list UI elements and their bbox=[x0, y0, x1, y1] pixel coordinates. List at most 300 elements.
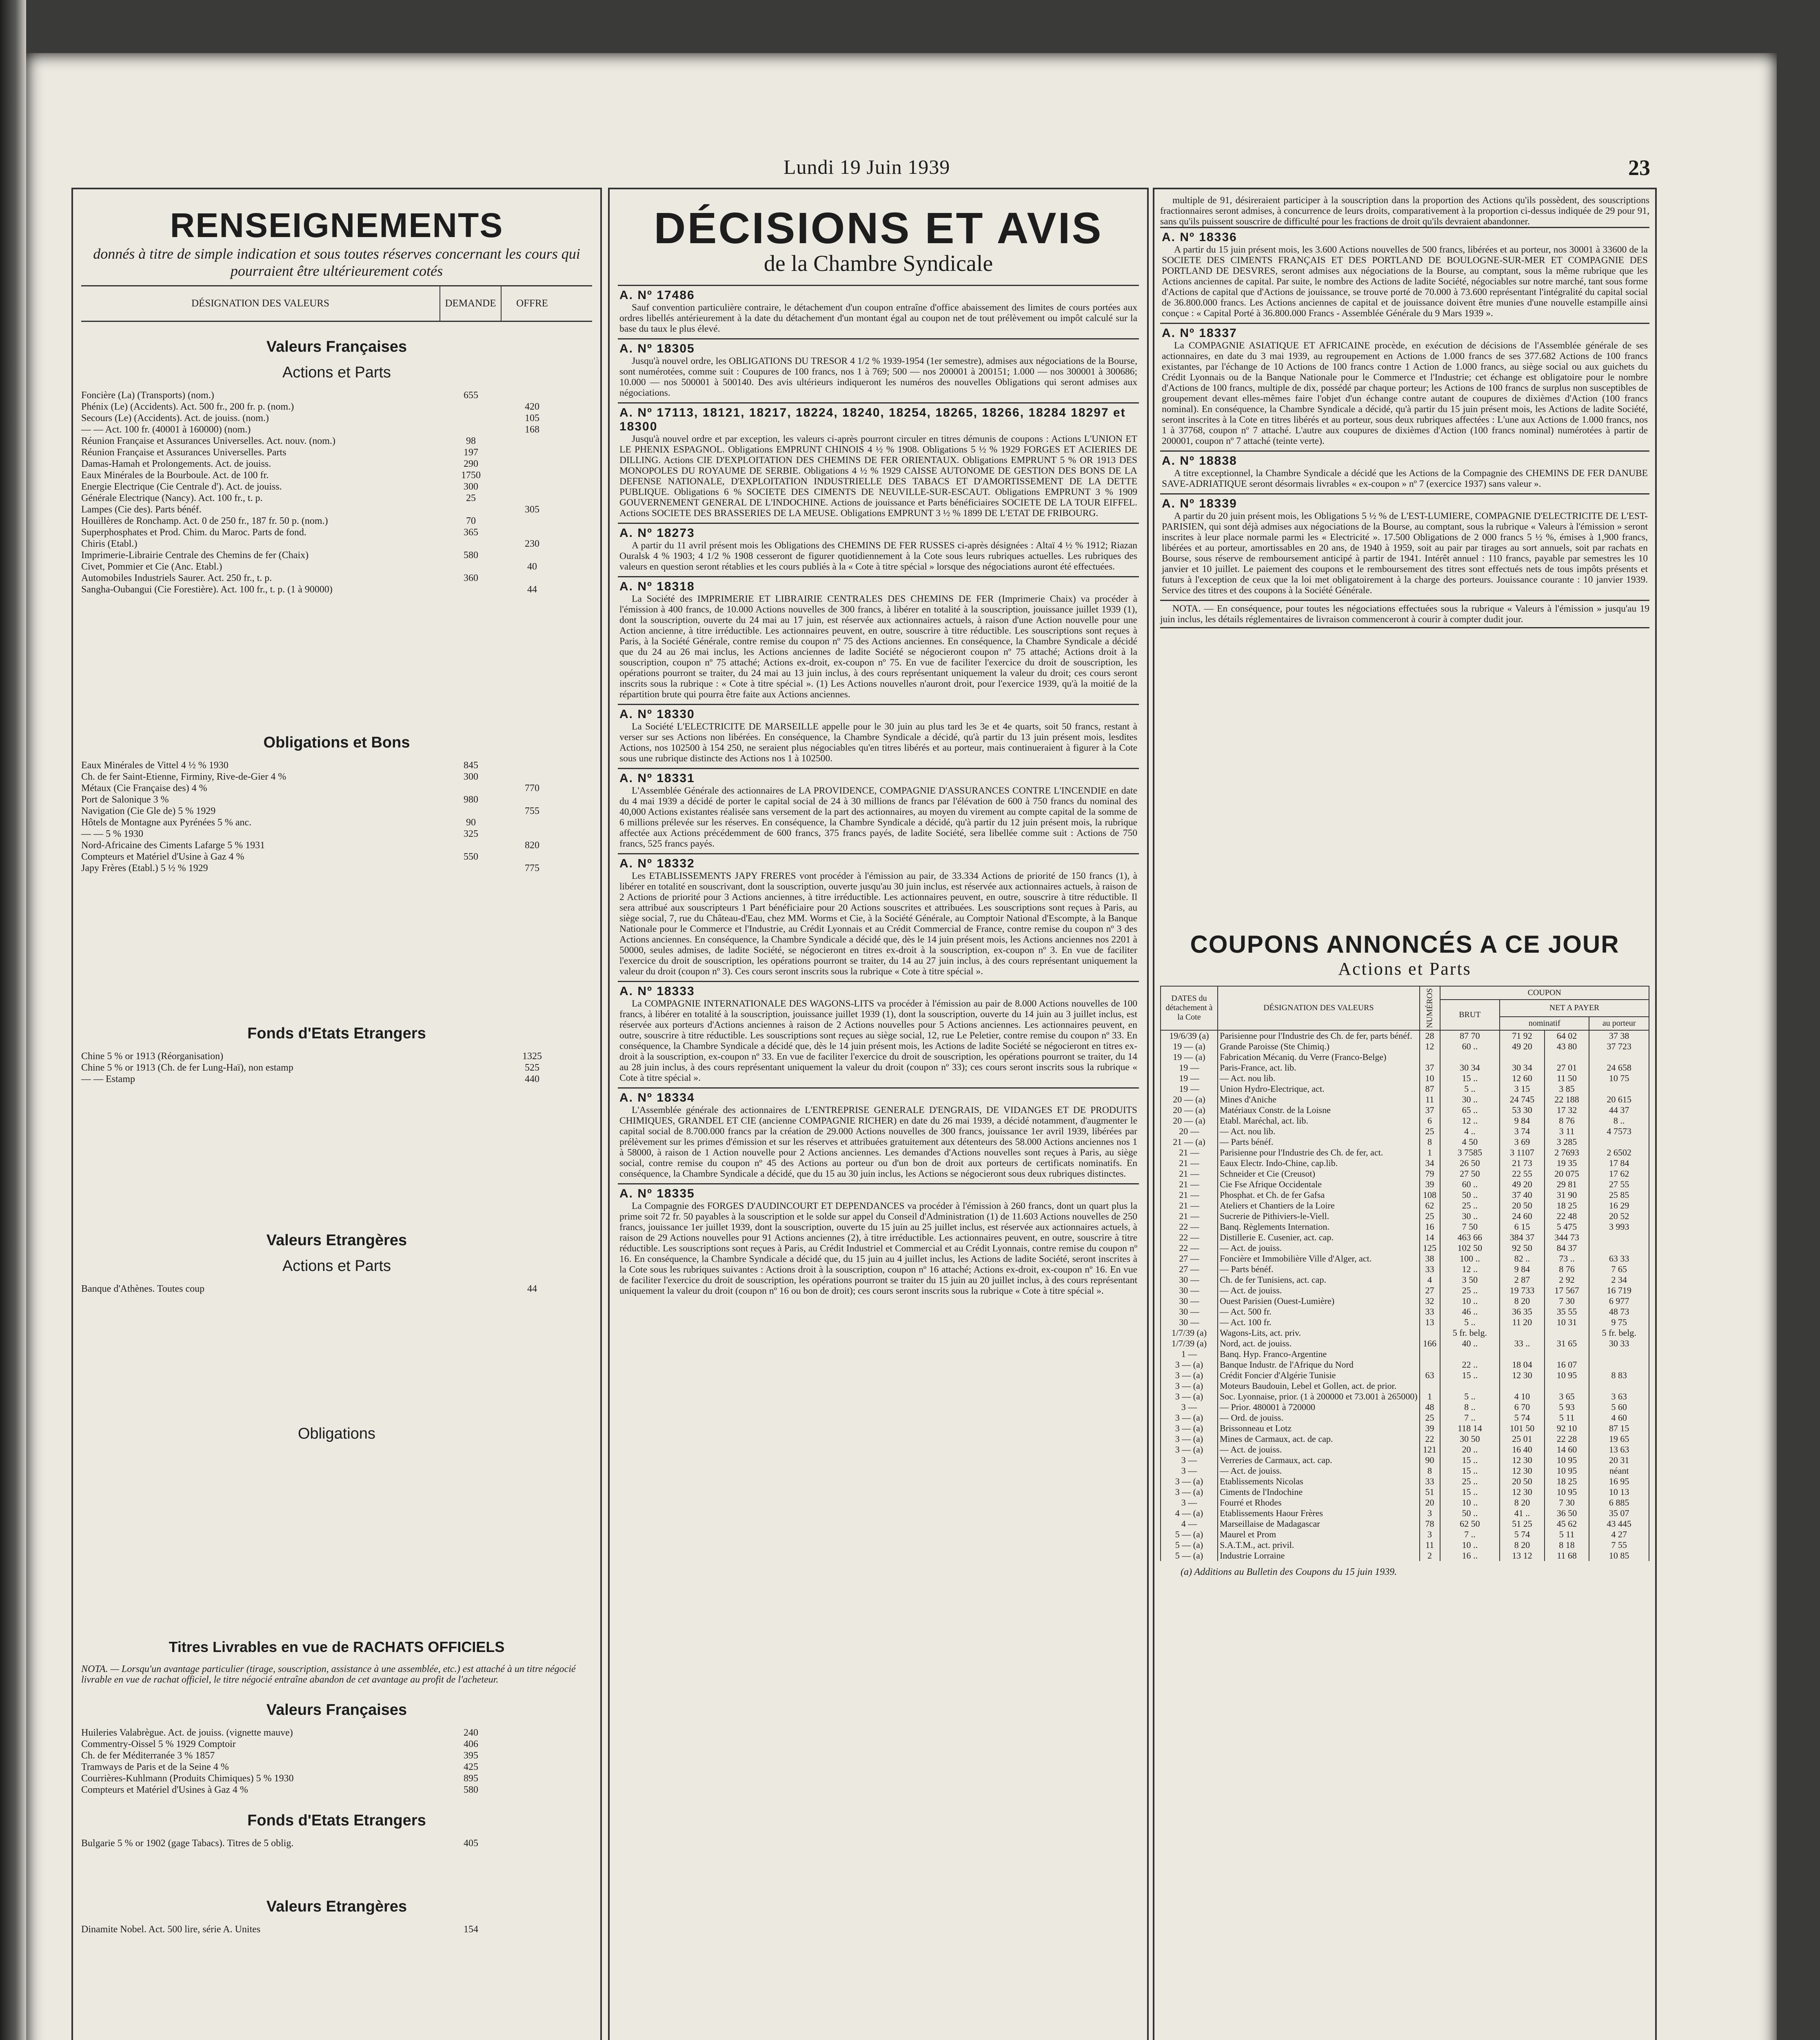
avis-text: Les ETABLISSEMENTS JAPY FRERES vont procéder à l'émission au pair, de 33.334 Actions de priorité de 150 francs (1), à libérer en totalité en souscrivant, dont la souscription, ouverte jusqu'au 30 juin inclus, est réservée aux actionnaires actuels, à raison de 2 Actions de priorité pour 3 Actions anciennes, à titre irréductible. Les actionnaires peuvent, en outre, souscrire à titre réductible. Il sera attribué aux souscripteurs 1 Part bénéficiaire pour 20 Actions souscrites et attribuées. Les souscriptions sont reçues à Paris, au siège social, 7, rue du Château-d'Eau, chez MM. Worms et Cie, à la Société Générale, au Comptoir National d'Escompte, à la Banque Nationale pour le Commerce et l'Industrie, au Crédit Lyonnais et au Crédit Commercial de France, contre remise du coupon nº 3 des Actions anciennes. En conséquence, la Chambre Syndicale a décidé que, dès le 14 juin présent mois, les Actions anciennes nos 2201 à 50000, seules admises, de ladite Société, se négocieront en titres ex-droit à la souscription, ex-coupon nº 3. En vue de faciliter l'exercice du droit de souscription, les opérations pourront se traiter, du 14 au 27 juin inclus, à des cours représentant uniquement la valeur du droit (coupon nº 3). Ces cours seront inscrits sous la rubrique « Cote à titre spécial ». bbox=[619, 871, 1137, 977]
cell-demande bbox=[440, 504, 502, 515]
cell-brut: 30 .. bbox=[1440, 1211, 1500, 1222]
cell-nominatif-2 bbox=[1545, 1328, 1589, 1338]
cell-porteur: 27 55 bbox=[1589, 1179, 1649, 1190]
avis-block bbox=[618, 981, 1139, 1087]
cell-nominatif-1: 36 35 bbox=[1500, 1306, 1545, 1317]
cell-porteur: 37 723 bbox=[1589, 1041, 1649, 1052]
cell-nominatif-1: 24 745 bbox=[1500, 1094, 1545, 1105]
cell-nominatif-2: 10 95 bbox=[1545, 1466, 1589, 1476]
cell-designation: Etablissements Haour Frères bbox=[1218, 1508, 1420, 1519]
cell-brut: 118 14 bbox=[1440, 1423, 1500, 1434]
avis-number: A. Nº 18330 bbox=[619, 707, 695, 721]
cell-designation: Japy Frères (Etabl.) 5 ½ % 1929 bbox=[81, 863, 208, 874]
th-porteur: au porteur bbox=[1589, 1017, 1649, 1030]
cell-designation: Banq. Règlements Internation. bbox=[1218, 1222, 1420, 1232]
cell-porteur: 4 60 bbox=[1589, 1412, 1649, 1423]
rows-s4 bbox=[81, 1283, 592, 1295]
avis-number: A. Nº 18336 bbox=[1162, 231, 1237, 244]
cell-designation: Hôtels de Montagne aux Pyrénées 5 % anc. bbox=[81, 817, 252, 828]
table-row bbox=[81, 1283, 592, 1295]
cell-numero: 6 bbox=[1420, 1115, 1440, 1126]
cell-designation: Sucrerie de Pithiviers-le-Viell. bbox=[1218, 1211, 1420, 1222]
cell-date: 30 — bbox=[1161, 1317, 1218, 1328]
cell-demande: 197 bbox=[464, 447, 478, 458]
coupon-row bbox=[1161, 1497, 1649, 1508]
coupon-row bbox=[1161, 1519, 1649, 1529]
cell-offre bbox=[502, 760, 563, 771]
cell-date: 3 — bbox=[1161, 1455, 1218, 1466]
cell-numero: 11 bbox=[1420, 1094, 1440, 1105]
nota-block bbox=[1160, 600, 1649, 628]
avis-text: La COMPAGNIE INTERNATIONALE DES WAGONS-LITS va procéder à l'émission au pair de 8.000 Actions nouvelles de 100 francs, à libérer en totalité à la souscription, jouissance juillet 1939 (1), dont la souscription, ouverte du 14 juin au 3 juillet inclus, est réservée aux porteurs d'Actions anciennes à raison de 2 Actions nouvelles pour 5 Actions anciennes. Les actionnaires peuvent, en outre, souscrire à titre réductible. Les souscriptions sont reçues au siège social, 12, rue Le Peletier, contre remise du coupon nº 33. En conséquence, la Chambre Syndicale a décidé que, dès le 14 juin présent mois, les Actions de ladite Société se négocieront en titres ex-droit à la souscription, ex-coupon nº 33. En vue de faciliter l'exercice du droit de souscription, les opérations pourront se traiter, du 14 au 28 juin inclus, à des cours représentant uniquement la valeur du droit (coupon nº 33); ces cours seront inscrits sous la rubrique « Cote à titre spécial ». bbox=[619, 998, 1137, 1083]
section-valeurs-etrangeres: Valeurs Etrangères bbox=[266, 1232, 407, 1249]
cell-brut: 100 .. bbox=[1440, 1253, 1500, 1264]
table-row bbox=[81, 470, 592, 481]
table-row bbox=[81, 572, 592, 584]
cell-date: 3 — (a) bbox=[1161, 1412, 1218, 1423]
avis-number: A. Nº 18333 bbox=[619, 985, 695, 998]
coupon-row bbox=[1161, 1147, 1649, 1158]
col-demande: DEMANDE bbox=[440, 286, 502, 321]
cell-numero: 13 bbox=[1420, 1317, 1440, 1328]
cell-numero: 63 bbox=[1420, 1370, 1440, 1381]
cell-brut: 16 .. bbox=[1440, 1550, 1500, 1561]
cell-porteur: 10 75 bbox=[1589, 1073, 1649, 1084]
cell-numero: 34 bbox=[1420, 1158, 1440, 1169]
th-net: NET A PAYER bbox=[1500, 1000, 1649, 1017]
cell-nominatif-2: 10 95 bbox=[1545, 1370, 1589, 1381]
cell-brut: 25 .. bbox=[1440, 1200, 1500, 1211]
cell-porteur: 5 60 bbox=[1589, 1402, 1649, 1412]
cell-offre: 44 bbox=[527, 1284, 537, 1294]
cell-nominatif-1 bbox=[1500, 1052, 1545, 1062]
coupon-row bbox=[1161, 1137, 1649, 1147]
cell-date: 21 — bbox=[1161, 1169, 1218, 1179]
coupon-row bbox=[1161, 1222, 1649, 1232]
cell-porteur bbox=[1589, 1052, 1649, 1062]
cell-nominatif-1 bbox=[1500, 1328, 1545, 1338]
cell-date: 3 — (a) bbox=[1161, 1370, 1218, 1381]
cell-date: 21 — bbox=[1161, 1179, 1218, 1190]
section-actions-parts: Actions et Parts bbox=[282, 364, 391, 381]
cell-offre bbox=[502, 828, 563, 840]
coupon-row bbox=[1161, 1179, 1649, 1190]
cell-brut: 10 .. bbox=[1440, 1497, 1500, 1508]
cell-offre bbox=[502, 1727, 563, 1738]
cell-numero bbox=[1420, 1381, 1440, 1391]
cell-numero: 79 bbox=[1420, 1169, 1440, 1179]
avis-text: La Société des IMPRIMERIE ET LIBRAIRIE CENTRALES DES CHEMINS DE FER (Imprimerie Chaix) va procéder à l'émission à 400 francs, de 10.000 Actions nouvelles de 300 francs, à libérer en totalité à la souscription, jouissance juillet 1939 (1), dont la souscription, ouverte du 24 mai au 17 juin, est réservée aux actionnaires actuels, à raison d'une Action nouvelle pour une Action ancienne, à titre irréductible. Les actionnaires peuvent, en outre, souscrire à titre réductible. Les souscriptions sont reçues à Paris, à la Société Générale, contre remise du coupon nº 75 des Actions anciennes. En conséquence, la Chambre Syndicale a décidé que du 24 au 26 mai inclus, les Actions anciennes de ladite Société se négocieront coupon nº 75 attaché; Actions droit à la souscription, coupon nº 75 attaché; Actions ex-droit, ex-coupon nº 75. En vue de faciliter l'exercice du droit de souscription, les opérations pourront se traiter, du 24 mai au 13 juin inclus, à des cours représentant uniquement la valeur du droit; ces cours seront inscrits sous la rubrique : « Cote à titre spécial ». (1) Les Actions nouvelles n'auront droit, pour l'exercice 1939, qu'à la moitié de la répartition brute qui pourra être faite aux Actions anciennes. bbox=[619, 594, 1137, 700]
cell-porteur: 35 07 bbox=[1589, 1508, 1649, 1519]
cell-designation: Crédit Foncier d'Algérie Tunisie bbox=[1218, 1370, 1420, 1381]
cell-offre bbox=[502, 481, 563, 492]
cell-nominatif-1: 53 30 bbox=[1500, 1105, 1545, 1115]
cell-designation: Maurel et Prom bbox=[1218, 1529, 1420, 1540]
coupon-row bbox=[1161, 1359, 1649, 1370]
cell-nominatif-2: 84 37 bbox=[1545, 1243, 1589, 1253]
cell-designation: Réunion Française et Assurances Universelles. Parts bbox=[81, 447, 286, 458]
cell-offre bbox=[502, 851, 563, 863]
cell-nominatif-1: 12 60 bbox=[1500, 1073, 1545, 1084]
coupon-row bbox=[1161, 1211, 1649, 1222]
coupons-title: COUPONS ANNONCÉS A CE JOUR bbox=[1190, 931, 1620, 958]
cell-nominatif-2: 3 85 bbox=[1545, 1084, 1589, 1094]
avis-block bbox=[618, 576, 1139, 704]
cell-designation: Superphosphates et Prod. Chim. du Maroc. Parts de fond. bbox=[81, 527, 306, 538]
cell-nominatif-2: 45 62 bbox=[1545, 1519, 1589, 1529]
avis-text: L'Assemblée Générale des actionnaires de LA PROVIDENCE, COMPAGNIE D'ASSURANCES CONTRE L'INCENDIE en date du 4 mai 1939 a décidé de porter le capital social de 24 à 30 millions de francs par l'élévation de 600 à 750 francs du nominal des 40,000 Actions existantes réalisée sans versement de la part des actionnaires, au moyen du virement au compte capital de la somme de 6 millions prélevée sur les réserves. En conséquence, la Chambre Syndicale a décidé, qu'à partir du 12 juin présent mois, la rubrique affectée aux Actions précédemment de 600 francs, 375 francs payés, de ladite Société, sera libellée comme suit : Actions de 750 francs, 525 francs payés. bbox=[619, 785, 1137, 849]
cell-offre bbox=[502, 447, 563, 458]
cell-date: 27 — bbox=[1161, 1264, 1218, 1275]
cell-demande bbox=[440, 538, 502, 550]
cell-offre: 440 bbox=[525, 1074, 539, 1084]
cell-nominatif-1: 51 25 bbox=[1500, 1519, 1545, 1529]
table-row bbox=[81, 492, 592, 504]
cell-demande bbox=[440, 584, 502, 595]
cell-designation: Eaux Minérales de la Bourboule. Act. de 100 fr. bbox=[81, 470, 269, 481]
cell-designation: Fourré et Rhodes bbox=[1218, 1497, 1420, 1508]
cell-numero bbox=[1420, 1328, 1440, 1338]
cell-designation: Dinamite Nobel. Act. 500 lire, série A. Unites bbox=[81, 1924, 261, 1935]
renseignements-subtitle: donnés à titre de simple indication et sous toutes réserves concernant les cours qui pourraient être ultérieurement cotés bbox=[93, 246, 580, 279]
cell-numero: 25 bbox=[1420, 1412, 1440, 1423]
cell-numero: 25 bbox=[1420, 1126, 1440, 1137]
coupon-row bbox=[1161, 1243, 1649, 1253]
cell-date: 5 — (a) bbox=[1161, 1540, 1218, 1550]
table-row bbox=[81, 1838, 592, 1849]
cell-porteur: 16 719 bbox=[1589, 1285, 1649, 1296]
cell-nominatif-1: 92 50 bbox=[1500, 1243, 1545, 1253]
cell-brut: 5 .. bbox=[1440, 1084, 1500, 1094]
table-row bbox=[81, 458, 592, 470]
cell-demande bbox=[440, 1283, 502, 1295]
section-valeurs-etrangeres-2: Valeurs Etrangères bbox=[266, 1898, 407, 1915]
cell-nominatif-2: 5 475 bbox=[1545, 1222, 1589, 1232]
cell-offre bbox=[502, 1738, 563, 1750]
cell-designation: Compteurs et Matériel d'Usine à Gaz 4 % bbox=[81, 851, 244, 862]
avis-block bbox=[618, 1183, 1139, 1300]
cell-designation: — Act. 500 fr. bbox=[1218, 1306, 1420, 1317]
cell-porteur: 63 33 bbox=[1589, 1253, 1649, 1264]
cell-nominatif-2: 22 28 bbox=[1545, 1434, 1589, 1444]
cell-date: 5 — (a) bbox=[1161, 1529, 1218, 1540]
cell-porteur bbox=[1589, 1359, 1649, 1370]
cell-date: 3 — (a) bbox=[1161, 1476, 1218, 1487]
cell-nominatif-2: 19 35 bbox=[1545, 1158, 1589, 1169]
cell-nominatif-1: 12 30 bbox=[1500, 1466, 1545, 1476]
cell-date: 21 — bbox=[1161, 1200, 1218, 1211]
cell-demande: 980 bbox=[464, 794, 478, 805]
cell-designation: Marseillaise de Madagascar bbox=[1218, 1519, 1420, 1529]
cell-nominatif-2: 344 73 bbox=[1545, 1232, 1589, 1243]
avis-block bbox=[618, 704, 1139, 768]
cell-nominatif-1: 12 30 bbox=[1500, 1487, 1545, 1497]
avis-block bbox=[618, 285, 1139, 338]
section-actions-parts-2: Actions et Parts bbox=[282, 1257, 391, 1275]
section-rachats-officiels: Titres Livrables en vue de RACHATS OFFICIELS bbox=[169, 1639, 505, 1655]
cell-nominatif-2: 2 7693 bbox=[1545, 1147, 1589, 1158]
cell-designation: Tramways de Paris et de la Seine 4 % bbox=[81, 1762, 229, 1772]
cell-porteur bbox=[1589, 1137, 1649, 1147]
coupon-row bbox=[1161, 1041, 1649, 1052]
cell-porteur bbox=[1589, 1381, 1649, 1391]
page-number: 23 bbox=[1628, 155, 1650, 180]
cell-porteur: 20 52 bbox=[1589, 1211, 1649, 1222]
table-row bbox=[81, 424, 592, 435]
cell-date: 4 — (a) bbox=[1161, 1508, 1218, 1519]
cell-nominatif-1: 41 .. bbox=[1500, 1508, 1545, 1519]
nota-text: NOTA. — En conséquence, pour toutes les négociations effectuées sous la rubrique « Valeurs à l'émission » jusqu'au 19 juin inclus, les détails réglementaires de livraison commenceront à courir à compter dudit jour. bbox=[1160, 603, 1649, 625]
table-row bbox=[81, 1062, 592, 1073]
cell-numero bbox=[1420, 1359, 1440, 1370]
cell-date: 3 — (a) bbox=[1161, 1359, 1218, 1370]
cell-demande bbox=[440, 840, 502, 851]
cell-designation: Navigation (Cie Gle de) 5 % 1929 bbox=[81, 806, 216, 816]
right-lead bbox=[1160, 195, 1649, 227]
cell-numero: 78 bbox=[1420, 1519, 1440, 1529]
cell-designation: Port de Salonique 3 % bbox=[81, 794, 169, 805]
coupon-row bbox=[1161, 1073, 1649, 1084]
renseignements-title: RENSEIGNEMENTS bbox=[170, 206, 504, 244]
cell-designation: Phénix (Le) (Accidents). Act. 500 fr., 200 fr. p. (nom.) bbox=[81, 401, 294, 412]
avis-text: Jusqu'à nouvel ordre, les OBLIGATIONS DU TRESOR 4 1/2 % 1939-1954 (1er semestre), admises aux négociations de la Bourse, sont numérotées, comme suit : Coupures de 100 francs, nos 1 à 769; 500 — nos 200001 à 200151; 1.000 — nos 300001 à 300686; 10.000 — nos 500001 à 500140. Des avis ultérieurs indiqueront les numéros des nouvelles Obligations qui seront admises aux négociations. bbox=[619, 356, 1137, 398]
coupon-row bbox=[1161, 1529, 1649, 1540]
avis-block bbox=[618, 402, 1139, 523]
cell-nominatif-2 bbox=[1545, 1052, 1589, 1062]
cell-porteur: 20 615 bbox=[1589, 1094, 1649, 1105]
cell-demande bbox=[440, 424, 502, 435]
cell-demande: 90 bbox=[466, 817, 476, 828]
cell-brut: 10 .. bbox=[1440, 1540, 1500, 1550]
avis-list bbox=[618, 285, 1139, 1300]
cell-date: 20 — (a) bbox=[1161, 1094, 1218, 1105]
cell-nominatif-2: 31 90 bbox=[1545, 1190, 1589, 1200]
avis-text: A partir du 15 juin présent mois, les 3.600 Actions nouvelles de 500 francs, libérées et au porteur, nos 30001 à 33600 de la SOCIETE DES CIMENTS FRANÇAIS ET DES PORTLAND DE BOULOGNE-SUR-MER ET COMPAGNIE DES PORTLAND DE DESVRES, seront admises aux négociations de la Bourse, au comptant, sous la même rubrique que les Actions anciennes de capital. Par suite, le nombre des Actions de ladite Société, négociables sur notre marché, tant sous forme d'Actions de capital que d'Actions de jouissance, se trouve porté de 70.000 à 73.600 représentant l'intégralité du capital social de 36.800.000 francs. Les Actions anciennes de capital et de jouissance doivent être munies d'une nouvelle estampille ainsi conçue : « Capital Porté à 36.800.000 Francs - Assemblée Générale du 9 Mars 1939 ». bbox=[1162, 244, 1648, 319]
cell-designation: Chine 5 % or 1913 (Ch. de fer Lung-Haï), non estamp bbox=[81, 1062, 293, 1073]
cell-designation: — Act. de jouiss. bbox=[1218, 1285, 1420, 1296]
cell-brut: 27 50 bbox=[1440, 1169, 1500, 1179]
cell-demande bbox=[440, 783, 502, 794]
cell-porteur bbox=[1589, 1243, 1649, 1253]
cell-numero bbox=[1420, 1052, 1440, 1062]
coupon-row bbox=[1161, 1466, 1649, 1476]
cell-brut: 30 50 bbox=[1440, 1434, 1500, 1444]
cell-brut: 60 .. bbox=[1440, 1041, 1500, 1052]
cell-designation: Foncière et Immobilière Ville d'Alger, act. bbox=[1218, 1253, 1420, 1264]
table-row bbox=[81, 1073, 592, 1085]
table-row bbox=[81, 1773, 592, 1784]
cell-nominatif-1: 20 50 bbox=[1500, 1200, 1545, 1211]
cell-nominatif-2: 73 .. bbox=[1545, 1253, 1589, 1264]
rows-s9 bbox=[81, 1924, 592, 1935]
cell-date: 30 — bbox=[1161, 1296, 1218, 1306]
cell-designation: Banque Industr. de l'Afrique du Nord bbox=[1218, 1359, 1420, 1370]
avis-number: A. Nº 18305 bbox=[619, 342, 695, 355]
coupon-row bbox=[1161, 1126, 1649, 1137]
coupon-row bbox=[1161, 1434, 1649, 1444]
cell-date: 21 — bbox=[1161, 1190, 1218, 1200]
avis-text: La COMPAGNIE ASIATIQUE ET AFRICAINE procède, en exécution de décisions de l'Assemblée générale de ses actionnaires, en date du 3 mai 1939, au regroupement en Actions de 1.000 francs de ses 377.682 Actions de 100 francs existantes, par l'échange de 10 Actions de 100 francs contre 1 Action de 1.000 francs, au siège social ou aux guichets du Crédit Lyonnais ou de la Banque Nationale pour le Commerce et l'Industrie; cet échange est obligatoire pour le nombre d'Actions de 100 francs, multiple de dix, possédé par chaque porteur; les Actions de 100 francs de surplus non susceptibles de groupement devant elles-mêmes faire l'objet d'un échange contre autant de coupures de dixièmes d'Action (100 francs nominal). En conséquence, la Chambre Syndicale a décidé, qu'à partir du 15 juin présent mois, les Actions de ladite Société, seront inscrites à la Cote en titres libérés et au porteur, sous deux rubriques affectées : L'une aux Actions de 1.000 francs, nos 1 à 37768, coupon nº 7 attaché. L'autre aux coupures de dixièmes d'Action (100 francs nominal) numérotées à partir de 200001, coupon nº 7 attaché (teinte verte). bbox=[1162, 340, 1648, 446]
cell-brut: 50 .. bbox=[1440, 1190, 1500, 1200]
th-numeros: NUMÉROS bbox=[1420, 986, 1440, 1030]
cell-demande: 550 bbox=[464, 851, 478, 862]
rows-s8 bbox=[81, 1838, 592, 1849]
cell-porteur: 10 85 bbox=[1589, 1550, 1649, 1561]
cell-porteur: 7 55 bbox=[1589, 1540, 1649, 1550]
coupon-row bbox=[1161, 1084, 1649, 1094]
cell-designation: S.A.T.M., act. privil. bbox=[1218, 1540, 1420, 1550]
coupon-row bbox=[1161, 1094, 1649, 1105]
table-row bbox=[81, 1784, 592, 1796]
renseignements-column bbox=[71, 188, 602, 2040]
cell-nominatif-2: 20 075 bbox=[1545, 1169, 1589, 1179]
cell-nominatif-1: 3 69 bbox=[1500, 1137, 1545, 1147]
coupon-row bbox=[1161, 1423, 1649, 1434]
table-row bbox=[81, 527, 592, 538]
cell-nominatif-1: 33 .. bbox=[1500, 1338, 1545, 1349]
lead-paragraph: multiple de 91, désireraient participer à la souscription dans la proportion des Actions qu'ils possèdent, des souscriptions fractionnaires seront admises, à concurrence de leurs droits, comparativement à la proportion ci-dessus indiquée de 29 pour 91, sans qu'ils puissent souscrire de difficulté pour les fractions de droit qu'ils devraient abandonner. bbox=[1160, 195, 1649, 227]
avis-block bbox=[618, 853, 1139, 981]
cell-porteur: 17 62 bbox=[1589, 1169, 1649, 1179]
cell-porteur: 2 34 bbox=[1589, 1275, 1649, 1285]
table-row bbox=[81, 760, 592, 771]
cell-designation: Sangha-Oubangui (Cie Forestière). Act. 100 fr., t. p. (1 à 90000) bbox=[81, 584, 333, 595]
cell-designation: Brissonneau et Lotz bbox=[1218, 1423, 1420, 1434]
avis-number: A. Nº 18318 bbox=[619, 580, 695, 593]
cell-nominatif-2: 10 31 bbox=[1545, 1317, 1589, 1328]
cell-nominatif-2: 5 93 bbox=[1545, 1402, 1589, 1412]
coupon-row bbox=[1161, 1338, 1649, 1349]
cell-offre bbox=[502, 390, 563, 401]
cell-brut: 26 50 bbox=[1440, 1158, 1500, 1169]
cell-demande: 325 bbox=[464, 829, 478, 839]
table-row bbox=[81, 561, 592, 572]
coupon-row bbox=[1161, 1264, 1649, 1275]
right-avis-list bbox=[1160, 227, 1649, 600]
cell-designation: — Act. de jouiss. bbox=[1218, 1444, 1420, 1455]
cell-designation: Union Hydro-Electrique, act. bbox=[1218, 1084, 1420, 1094]
cell-nominatif-1: 18 04 bbox=[1500, 1359, 1545, 1370]
cell-nominatif-1: 24 60 bbox=[1500, 1211, 1545, 1222]
cell-numero: 33 bbox=[1420, 1264, 1440, 1275]
cell-numero: 14 bbox=[1420, 1232, 1440, 1243]
cell-nominatif-2: 18 25 bbox=[1545, 1476, 1589, 1487]
avis-text: A partir du 11 avril présent mois les Obligations des CHEMINS DE FER RUSSES ci-après désignées : Altaï 4 ½ % 1912; Riazan Ouralsk 4 % 1903; 4 1/2 % 1908 cesseront de figurer quotidiennement à la Cote sous leurs rubriques actuelles. Les rubriques des valeurs en question seront rétablies et les cours publiés à la « Cote à titre spécial » lorsque des négociations auront été effectuées. bbox=[619, 540, 1137, 572]
cell-demande bbox=[440, 1062, 502, 1073]
cell-nominatif-2: 11 50 bbox=[1545, 1073, 1589, 1084]
th-nominatif: nominatif bbox=[1500, 1017, 1589, 1030]
cell-designation: Eaux Minérales de Vittel 4 ½ % 1930 bbox=[81, 760, 229, 771]
cell-designation: — Parts bénéf. bbox=[1218, 1137, 1420, 1147]
cell-numero: 62 bbox=[1420, 1200, 1440, 1211]
cell-designation: Ch. de fer Saint-Etienne, Firminy, Rive-de-Gier 4 % bbox=[81, 772, 286, 782]
cell-offre: 40 bbox=[527, 561, 537, 572]
avis-number: A. Nº 18331 bbox=[619, 772, 695, 785]
cell-nominatif-1: 21 73 bbox=[1500, 1158, 1545, 1169]
cell-date: 20 — (a) bbox=[1161, 1115, 1218, 1126]
coupon-row bbox=[1161, 1487, 1649, 1497]
cell-porteur: 6 977 bbox=[1589, 1296, 1649, 1306]
cell-nominatif-2: 10 95 bbox=[1545, 1455, 1589, 1466]
cell-nominatif-1: 5 74 bbox=[1500, 1529, 1545, 1540]
cell-brut: 65 .. bbox=[1440, 1105, 1500, 1115]
cell-nominatif-2: 8 76 bbox=[1545, 1264, 1589, 1275]
cell-porteur: 4 27 bbox=[1589, 1529, 1649, 1540]
cell-nominatif-2: 36 50 bbox=[1545, 1508, 1589, 1519]
cell-offre bbox=[502, 1924, 563, 1935]
cell-brut: 7 .. bbox=[1440, 1412, 1500, 1423]
avis-block bbox=[1160, 493, 1649, 600]
cell-demande: 845 bbox=[464, 760, 478, 771]
cell-designation: Paris-France, act. lib. bbox=[1218, 1062, 1420, 1073]
cell-designation: Générale Electrique (Nancy). Act. 100 fr., t. p. bbox=[81, 493, 263, 503]
cell-nominatif-2: 7 30 bbox=[1545, 1296, 1589, 1306]
section-fonds-etats-2: Fonds d'Etats Etrangers bbox=[247, 1812, 426, 1829]
cell-nominatif-2: 5 11 bbox=[1545, 1412, 1589, 1423]
cell-designation: — — 5 % 1930 bbox=[81, 829, 143, 839]
cell-offre bbox=[502, 1784, 563, 1796]
cell-nominatif-2: 22 48 bbox=[1545, 1211, 1589, 1222]
cell-designation: Compteurs et Matériel d'Usines à Gaz 4 % bbox=[81, 1785, 248, 1795]
cell-designation: Imprimerie-Librairie Centrale des Chemins de fer (Chaix) bbox=[81, 550, 309, 561]
cell-brut: 60 .. bbox=[1440, 1179, 1500, 1190]
cell-numero: 28 bbox=[1420, 1030, 1440, 1041]
avis-text: A partir du 20 juin présent mois, les Obligations 5 ½ % de L'EST-LUMIERE, COMPAGNIE D'ELECTRICITE DE L'EST-PARISIEN, qui sont déjà admises aux négociations de la Bourse, au comptant, sous la rubrique « Valeurs à l'émission » seront inscrites à leur place normale parmi les « Electricité ». 17.500 Obligations de 2 000 francs 5 ½ %, émises à 1,900 francs, libérées et au porteur, amortissables en 20 ans, de 1940 à 1959, soit au pair par tirages au sort annuels, soit par rachats en Bourse, sous réserve de remboursement anticipé à partir de 1941. Intérêt annuel : 110 francs, payable par semestres les 10 janvier et 10 juillet. Le paiement des coupons et le remboursement des titres sont effectués nets de tous impôts présents et futurs à l'exception de ceux que la loi met obligatoirement à la charge des porteurs. Jouissance courante : 10 janvier 1939. Service des titres et des coupons à la Société Générale. bbox=[1162, 511, 1648, 596]
cell-designation: Parisienne pour l'Industrie des Ch. de fer, act. bbox=[1218, 1147, 1420, 1158]
cell-nominatif-2: 3 285 bbox=[1545, 1137, 1589, 1147]
section-valeurs-francaises-2: Valeurs Françaises bbox=[266, 1701, 407, 1718]
cell-designation: Phosphat. et Ch. de fer Gafsa bbox=[1218, 1190, 1420, 1200]
cell-designation: — — Estamp bbox=[81, 1074, 135, 1084]
cell-designation: Ch. de fer Tunisiens, act. cap. bbox=[1218, 1275, 1420, 1285]
cell-date: 30 — bbox=[1161, 1285, 1218, 1296]
cell-nominatif-2: 5 11 bbox=[1545, 1529, 1589, 1540]
cell-designation: Métaux (Cie Française des) 4 % bbox=[81, 783, 207, 794]
cell-numero: 2 bbox=[1420, 1550, 1440, 1561]
cell-date: 19 — (a) bbox=[1161, 1052, 1218, 1062]
cell-date: 3 — (a) bbox=[1161, 1381, 1218, 1391]
cell-brut: 5 fr. belg. bbox=[1440, 1328, 1500, 1338]
coupon-row bbox=[1161, 1550, 1649, 1561]
decisions-column bbox=[608, 188, 1149, 2040]
cell-nominatif-2: 7 30 bbox=[1545, 1497, 1589, 1508]
cell-porteur: 8 83 bbox=[1589, 1370, 1649, 1381]
col-offre: OFFRE bbox=[516, 298, 548, 309]
cell-nominatif-2: 17 32 bbox=[1545, 1105, 1589, 1115]
cell-brut bbox=[1440, 1052, 1500, 1062]
cell-porteur bbox=[1589, 1349, 1649, 1359]
section-valeurs-francaises: Valeurs Françaises bbox=[266, 338, 407, 355]
cell-nominatif-2: 31 65 bbox=[1545, 1338, 1589, 1349]
cell-demande: 360 bbox=[464, 573, 478, 583]
cell-brut: 4 .. bbox=[1440, 1126, 1500, 1137]
cell-porteur: 87 15 bbox=[1589, 1423, 1649, 1434]
cell-brut: 40 .. bbox=[1440, 1338, 1500, 1349]
cell-porteur: 20 31 bbox=[1589, 1455, 1649, 1466]
cell-designation: — Act. de jouiss. bbox=[1218, 1243, 1420, 1253]
table-row bbox=[81, 390, 592, 401]
th-date: DATES du détachement à la Cote bbox=[1161, 986, 1218, 1030]
cell-offre: 820 bbox=[525, 840, 539, 851]
cell-offre: 230 bbox=[525, 539, 539, 549]
cell-designation: Automobiles Industriels Saurer. Act. 250 fr., t. p. bbox=[81, 573, 272, 583]
cell-brut: 22 .. bbox=[1440, 1359, 1500, 1370]
decisions-title: DÉCISIONS ET AVIS bbox=[654, 203, 1103, 253]
section-fonds-etats: Fonds d'Etats Etrangers bbox=[247, 1025, 426, 1042]
cell-designation: Etabl. Maréchal, act. lib. bbox=[1218, 1115, 1420, 1126]
cell-brut: 102 50 bbox=[1440, 1243, 1500, 1253]
decisions-subtitle: de la Chambre Syndicale bbox=[764, 251, 993, 276]
